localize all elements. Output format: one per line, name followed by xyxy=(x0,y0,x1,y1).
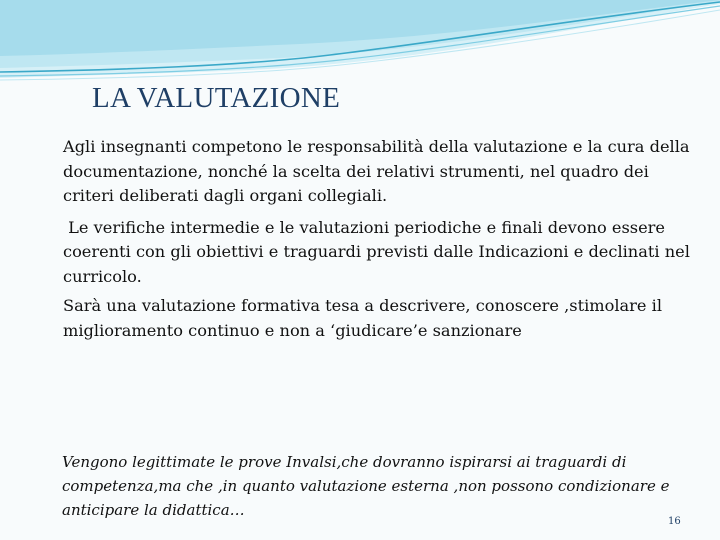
header-wave-decoration xyxy=(0,0,720,90)
paragraph-valutazione-formativa: Sarà una valutazione formativa tesa a descrivere, conoscere ,stimolare il miglioramento continuo e non a ‘giudicare’e sanzionare xyxy=(63,296,663,340)
paragraph-verifiche: Le verifiche intermedie e le valutazioni periodiche e finali devono essere coerenti con gli obiettivi e traguardi previsti dalle Indicazioni e declinati nel curricolo. xyxy=(63,217,696,286)
slide-body xyxy=(63,135,696,343)
paragraph-responsabilita: Agli insegnanti competono le responsabilità della valutazione e la cura della documentazione, nonché la scelta dei relativi strumenti, nel quadro dei criteri deliberati dagli organi collegiali. xyxy=(63,137,690,205)
slide-title: LA VALUTAZIONE xyxy=(92,82,341,114)
invalsi-note: Vengono legittimate le prove Invalsi,che dovranno ispirarsi ai traguardi di competenza,ma che ,in quanto valutazione esterna ,non possono condizionare e anticipare la didattica… xyxy=(62,453,670,519)
page-number: 16 xyxy=(668,516,681,527)
